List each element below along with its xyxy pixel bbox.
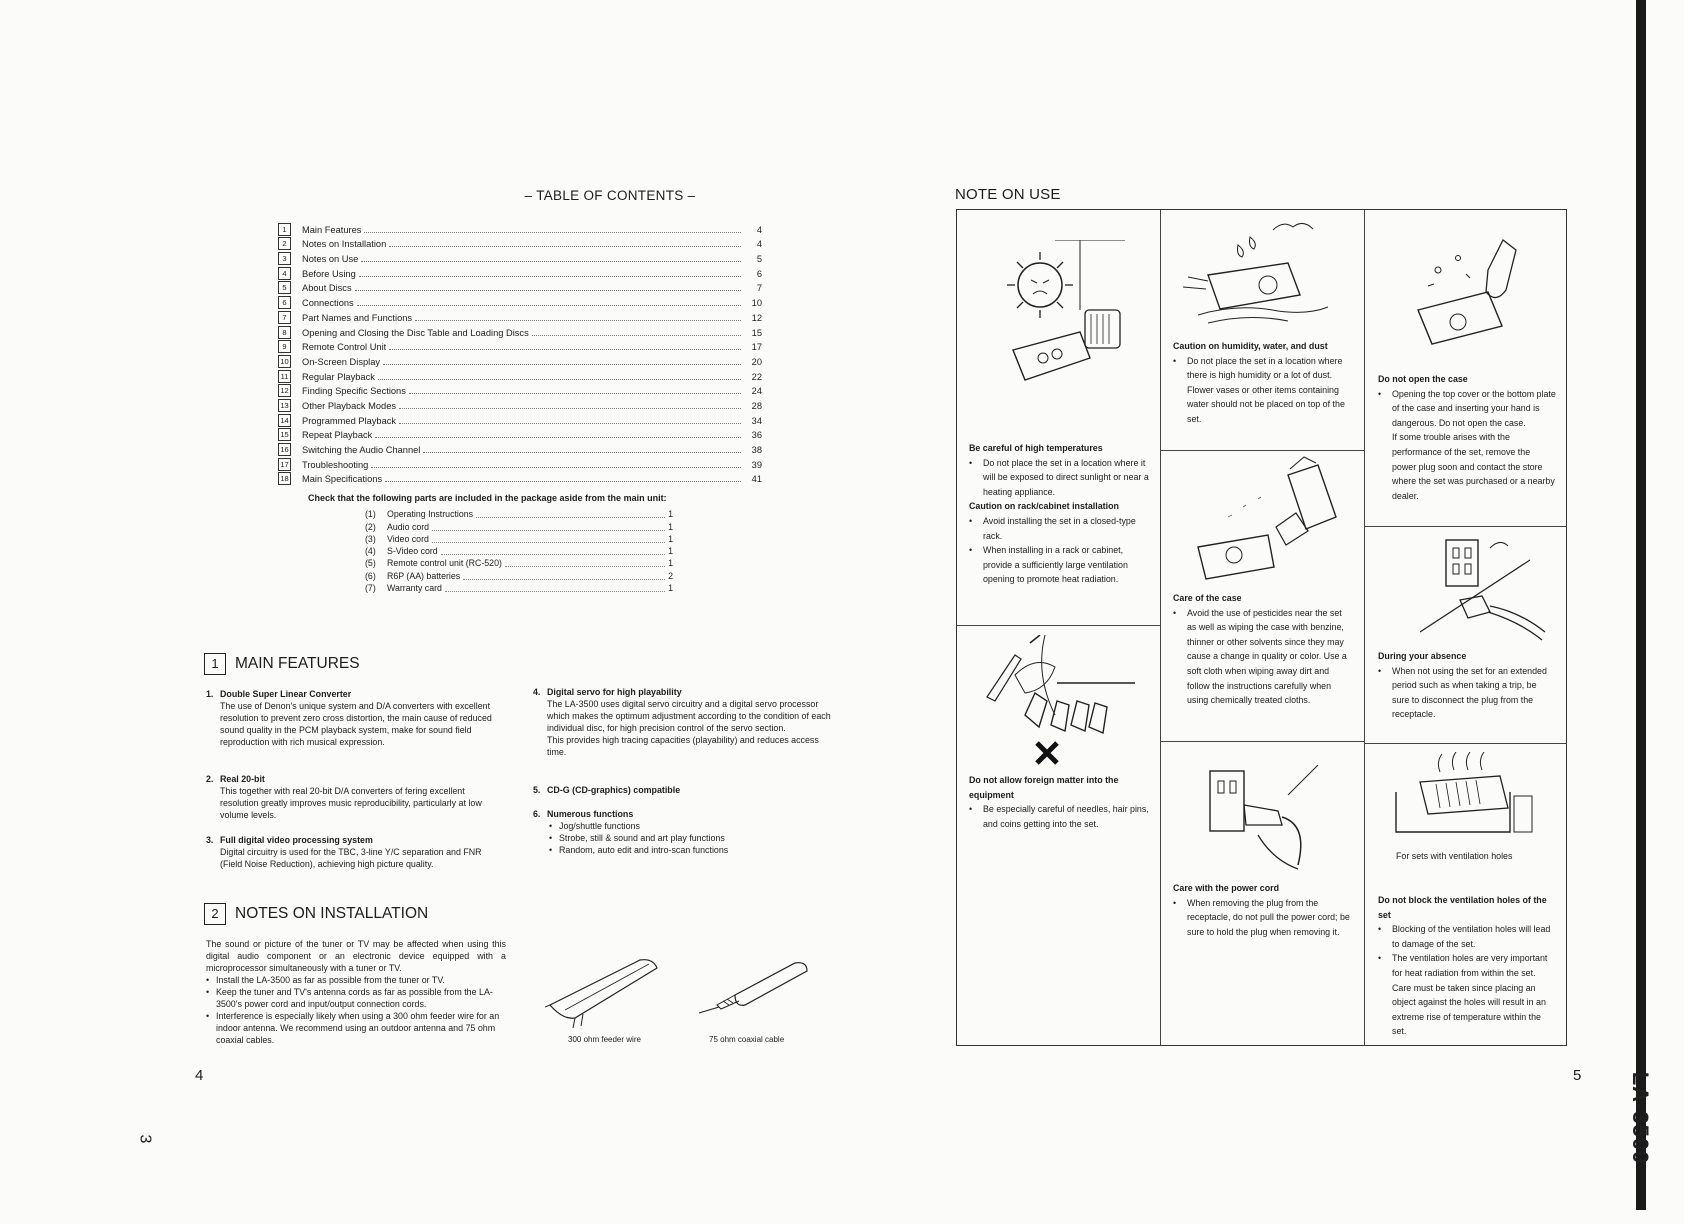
- feeder-wire-caption: 300 ohm feeder wire: [568, 1035, 641, 1044]
- feature-number: 4.: [533, 687, 541, 697]
- installation-item: • Keep the tuner and TV's antenna cords as far as possible from the LA-3500's power cord and input/output connection cords.: [216, 986, 506, 1010]
- toc-leader-dots: [409, 393, 741, 394]
- note-ventilation-item: • The ventilation holes are very important for heat radiation from within the set. Care must be taken since placing an object against the holes will result in an extreme rise of temperature within the set.: [1392, 951, 1556, 1039]
- toc-item: [278, 383, 762, 398]
- toc-page: 7: [756, 283, 762, 294]
- toc-label: Repeat Playback: [302, 430, 373, 441]
- toc-label: On-Screen Display: [302, 356, 381, 367]
- note-humidity: [1173, 339, 1353, 427]
- parts-label: R6P (AA) batteries: [387, 570, 461, 581]
- feature-2: [206, 773, 504, 821]
- toc-item: [278, 324, 762, 339]
- toc-number-box: 7: [278, 311, 291, 324]
- toc-number-box: 5: [278, 281, 291, 294]
- toc-label: Connections: [302, 298, 354, 309]
- toc-number-box: 18: [278, 472, 291, 485]
- toc-item: [278, 397, 762, 412]
- parts-number: (3): [365, 533, 376, 544]
- installation-intro: The sound or picture of the tuner or TV may be affected when using this digital audio component or an electronic device equipped with a microprocessor simultaneously with a tuner or TV.: [206, 939, 506, 973]
- parts-label: Remote control unit (RC-520): [387, 558, 502, 569]
- open-case-illustration: [1408, 230, 1528, 355]
- toc-page: 24: [751, 386, 762, 397]
- toc-item: [278, 294, 762, 309]
- toc-page: 17: [751, 342, 762, 353]
- main-features-heading: [204, 653, 360, 675]
- note-on-use-title: NOTE ON USE: [955, 186, 1061, 203]
- parts-leader-dots: [476, 517, 665, 518]
- parts-qty: 1: [668, 558, 673, 569]
- feature-3: [206, 834, 504, 870]
- toc-leader-dots: [371, 467, 741, 468]
- power-cord-illustration: [1198, 765, 1323, 880]
- toc-item: [278, 221, 762, 236]
- note-heat-title: Be careful of high temperatures: [969, 443, 1103, 453]
- section-number-box: 2: [204, 903, 226, 925]
- toc-page: 6: [756, 268, 762, 279]
- toc-leader-dots: [359, 276, 741, 277]
- ventilation-illustration: [1390, 752, 1540, 844]
- toc-page: 20: [751, 356, 762, 367]
- feeder-wire-illustration: [545, 950, 670, 1032]
- toc-number-box: 16: [278, 443, 291, 456]
- case-care-illustration: [1188, 455, 1338, 583]
- parts-item: [365, 557, 673, 569]
- feature-bullet: • Random, auto edit and intro-scan functions: [559, 844, 833, 856]
- parts-number: (5): [365, 558, 376, 569]
- parts-qty: 1: [668, 546, 673, 557]
- page-number-left: 4: [195, 1067, 204, 1084]
- installation-text: [206, 938, 506, 1046]
- toc-item: [278, 339, 762, 354]
- feature-title: Numerous functions: [547, 809, 634, 819]
- feature-5: [533, 784, 833, 796]
- installation-item: • Interference is especially likely when using a 300 ohm feeder wire for an indoor antenna. We recommend using an outdoor antenna and 75 ohm coaxial cables.: [216, 1010, 506, 1046]
- feature-title: Double Super Linear Converter: [220, 689, 352, 699]
- note-ventilation-title: Do not block the ventilation holes of the set: [1378, 895, 1547, 920]
- feature-6: [533, 808, 833, 856]
- note-heat-item: • Do not place the set in a location where it will be exposed to direct sunlight or near a heating appliance.: [983, 456, 1149, 500]
- parts-number: (2): [365, 521, 376, 532]
- note-rack-item: • When installing in a rack or cabinet, provide a sufficiently large ventilation opening to promote heat radiation.: [983, 543, 1149, 587]
- toc-label: Opening and Closing the Disc Table and Loading Discs: [302, 327, 529, 338]
- toc-label: About Discs: [302, 283, 352, 294]
- toc-number-box: 9: [278, 340, 291, 353]
- binding-edge: [1636, 0, 1646, 1210]
- note-open-case-extra: If some trouble arises with the performance of the set, remove the power plug soon and contact the store where the set was purchased or a nearby dealer.: [1392, 432, 1555, 501]
- toc-leader-dots: [355, 290, 741, 291]
- toc-label: Remote Control Unit: [302, 342, 387, 353]
- toc-leader-dots: [364, 232, 741, 233]
- toc-page: 4: [756, 224, 762, 235]
- toc-page: 36: [751, 430, 762, 441]
- toc-item: [278, 427, 762, 442]
- toc-number-box: 4: [278, 267, 291, 280]
- model-label: [1625, 1043, 1655, 1193]
- parts-label: Warranty card: [387, 583, 442, 594]
- absence-illustration: [1420, 532, 1550, 644]
- parts-number: (4): [365, 546, 376, 557]
- toc-item: [278, 265, 762, 280]
- toc-label: Notes on Installation: [302, 239, 387, 250]
- toc-list: [278, 221, 762, 485]
- parts-number: (7): [365, 583, 376, 594]
- ventilation-caption: For sets with ventilation holes: [1396, 851, 1513, 861]
- parts-item: [365, 545, 673, 557]
- toc-item: [278, 412, 762, 427]
- parts-item: [365, 520, 673, 532]
- parts-heading: Check that the following parts are included in the package aside from the main unit:: [308, 493, 667, 503]
- feature-number: 6.: [533, 809, 541, 819]
- toc-number-box: 11: [278, 370, 291, 383]
- toc-leader-dots: [423, 452, 741, 453]
- parts-number: (6): [365, 570, 376, 581]
- toc-leader-dots: [415, 320, 741, 321]
- feature-bullet: • Jog/shuttle functions: [559, 820, 833, 832]
- side-number: 3: [136, 1134, 154, 1144]
- parts-leader-dots: [445, 591, 665, 592]
- parts-qty: 2: [668, 570, 673, 581]
- parts-label: Video cord: [387, 533, 429, 544]
- toc-leader-dots: [361, 261, 741, 262]
- toc-item: [278, 353, 762, 368]
- note-power-cord-item: • When removing the plug from the receptacle, do not pull the power cord; be sure to hold the plug when removing it.: [1187, 896, 1353, 940]
- note-humidity-extra: Flower vases or other items containing water should not be placed on top of the set.: [1187, 384, 1345, 424]
- toc-leader-dots: [399, 423, 741, 424]
- toc-label: Finding Specific Sections: [302, 386, 406, 397]
- feature-title: Real 20-bit: [220, 774, 265, 784]
- coaxial-cable-caption: 75 ohm coaxial cable: [709, 1035, 785, 1044]
- sun-heat-illustration: [985, 240, 1130, 395]
- toc-label: Main Specifications: [302, 474, 383, 485]
- parts-leader-dots: [432, 542, 665, 543]
- toc-page: 38: [751, 445, 762, 455]
- parts-qty: 1: [668, 583, 673, 594]
- toc-number-box: 17: [278, 458, 291, 471]
- parts-label: Operating Instructions: [387, 509, 474, 520]
- note-ventilation: [1378, 893, 1556, 1039]
- toc-leader-dots: [399, 408, 741, 409]
- page-number-right: 5: [1573, 1067, 1582, 1084]
- toc-item: [278, 471, 762, 486]
- feature-body: The LA-3500 uses digital servo circuitry and a digital servo processor which makes the optimum adjustment according to the condition of each individual disc, for high precision control of the servo section.: [547, 699, 831, 733]
- toc-number-box: 2: [278, 237, 291, 250]
- toc-label: Programmed Playback: [302, 415, 397, 426]
- toc-item: [278, 441, 762, 456]
- toc-label: Other Playback Modes: [302, 400, 397, 411]
- feature-body: The use of Denon's unique system and D/A converters with excellent resolution to prevent zero cross distortion, the main cause of reduced sound quality in the PCM playback system, make for sound field reproduction with rich musical expression.: [220, 701, 492, 747]
- coaxial-cable-illustration: [695, 955, 815, 1015]
- toc-item: [278, 280, 762, 295]
- toc-label: Troubleshooting: [302, 459, 369, 470]
- feature-bullet: • Strobe, still & sound and art play functions: [559, 832, 833, 844]
- section-number-box: 1: [204, 653, 226, 675]
- parts-item: [365, 508, 673, 520]
- toc-page: 10: [751, 298, 762, 309]
- toc-leader-dots: [389, 246, 741, 247]
- toc-title: – TABLE OF CONTENTS –: [524, 188, 696, 203]
- toc-number-box: 15: [278, 428, 291, 441]
- toc-page: 39: [751, 459, 762, 470]
- parts-item: [365, 569, 673, 581]
- feature-title: Full digital video processing system: [220, 835, 373, 845]
- toc-item: [278, 236, 762, 251]
- feature-title: Digital servo for high playability: [547, 687, 682, 697]
- note-absence: [1378, 649, 1556, 722]
- note-humidity-item: • Do not place the set in a location where there is high humidity or a lot of dust.: [1187, 354, 1353, 383]
- toc-page: 34: [751, 415, 762, 426]
- toc-item: [278, 250, 762, 265]
- note-rack-item: • Avoid installing the set in a closed-type rack.: [983, 514, 1149, 543]
- feature-1: [206, 688, 504, 748]
- toc-number-box: 8: [278, 326, 291, 339]
- section-title: NOTES ON INSTALLATION: [235, 905, 429, 922]
- toc-number-box: 6: [278, 296, 291, 309]
- toc-number-box: 14: [278, 414, 291, 427]
- note-rack-title: Caution on rack/cabinet installation: [969, 501, 1119, 512]
- section-title: MAIN FEATURES: [235, 655, 360, 672]
- toc-leader-dots: [383, 364, 741, 365]
- toc-label: Regular Playback: [302, 371, 375, 382]
- note-absence-title: During your absence: [1378, 651, 1467, 661]
- toc-label: Main Features: [302, 224, 362, 235]
- toc-number-box: 12: [278, 384, 291, 397]
- toc-page: 12: [751, 312, 762, 323]
- note-foreign: [969, 773, 1149, 831]
- feature-number: 3.: [206, 835, 214, 845]
- parts-label: S-Video cord: [387, 546, 438, 557]
- toc-leader-dots: [532, 335, 741, 336]
- parts-leader-dots: [463, 579, 665, 580]
- toc-leader-dots: [389, 349, 741, 350]
- toc-leader-dots: [375, 437, 741, 438]
- toc-number-box: 3: [278, 252, 291, 265]
- toc-item: [278, 368, 762, 383]
- toc-label: Notes on Use: [302, 254, 359, 265]
- note-open-case-item: • Opening the top cover or the bottom plate of the case and inserting your hand is dangerous. Do not open the case.: [1392, 387, 1556, 431]
- toc-item: [278, 456, 762, 471]
- note-open-case-title: Do not open the case: [1378, 374, 1468, 384]
- note-foreign-item: • Be especially careful of needles, hair pins, and coins getting into the set.: [983, 802, 1149, 831]
- parts-qty: 1: [668, 533, 673, 544]
- parts-list: [365, 508, 673, 594]
- toc-leader-dots: [357, 305, 741, 306]
- feature-title: CD-G (CD-graphics) compatible: [547, 785, 681, 795]
- installation-heading: [204, 903, 428, 925]
- installation-item: • Install the LA-3500 as far as possible from the tuner or TV.: [216, 974, 506, 986]
- toc-number-box: 10: [278, 355, 291, 368]
- parts-qty: 1: [668, 521, 673, 532]
- feature-body-2: This provides high tracing capacities (playability) and reduces access time.: [547, 735, 819, 757]
- note-humidity-title: Caution on humidity, water, and dust: [1173, 341, 1328, 351]
- model-name: LA-3500: [1628, 1071, 1653, 1165]
- toc-number-box: 1: [278, 223, 291, 236]
- feature-4: [533, 686, 833, 758]
- note-absence-item: • When not using the set for an extended period such as when taking a trip, be sure to disconnect the plug from the receptacle.: [1392, 664, 1556, 722]
- note-power-cord: [1173, 881, 1353, 939]
- toc-label: Part Names and Functions: [302, 312, 413, 323]
- feature-number: 5.: [533, 785, 541, 795]
- parts-item: [365, 582, 673, 594]
- feature-number: 1.: [206, 689, 214, 699]
- toc-leader-dots: [378, 379, 741, 380]
- parts-leader-dots: [505, 566, 665, 567]
- toc-page: 41: [751, 474, 762, 485]
- toc-label: Before Using: [302, 268, 356, 279]
- toc-item: [278, 309, 762, 324]
- note-power-cord-title: Care with the power cord: [1173, 883, 1280, 893]
- toc-page: 28: [751, 400, 762, 411]
- note-open-case: [1378, 372, 1556, 503]
- parts-label: Audio cord: [387, 521, 430, 532]
- foreign-matter-illustration: [985, 635, 1135, 770]
- parts-number: (1): [365, 509, 376, 520]
- parts-item: [365, 533, 673, 545]
- note-foreign-title: Do not allow foreign matter into the equipment: [969, 775, 1119, 800]
- note-ventilation-item: • Blocking of the ventilation holes will lead to damage of the set.: [1392, 922, 1556, 951]
- feature-body: This together with real 20-bit D/A converters of fering excellent resolution greatly improves music reproducibility, particularly at low volume levels.: [220, 786, 482, 820]
- humidity-illustration: [1178, 215, 1333, 333]
- toc-page: 4: [756, 239, 762, 250]
- note-heat: [969, 441, 1149, 587]
- toc-leader-dots: [385, 481, 741, 482]
- note-case-care: [1173, 591, 1353, 708]
- note-case-care-title: Care of the case: [1173, 593, 1242, 603]
- parts-leader-dots: [432, 530, 665, 531]
- toc-page: 22: [751, 371, 762, 382]
- parts-leader-dots: [441, 554, 665, 555]
- toc-number-box: 13: [278, 399, 291, 412]
- note-case-care-item: • Avoid the use of pesticides near the set as well as wiping the case with benzine, thinner or other solvents since they may cause a change in quality or color. Use a soft cloth when wiping away dirt and follow the instructions carefully when using chemically treated cloths.: [1187, 606, 1353, 708]
- feature-number: 2.: [206, 774, 214, 784]
- toc-page: 5: [756, 254, 762, 265]
- toc-label: Switching the Audio Channel: [302, 445, 421, 455]
- parts-qty: 1: [668, 509, 673, 520]
- toc-page: 15: [751, 327, 762, 338]
- feature-body: Digital circuitry is used for the TBC, 3-line Y/C separation and FNR (Field Noise Reduction), achieving high picture quality.: [220, 847, 482, 869]
